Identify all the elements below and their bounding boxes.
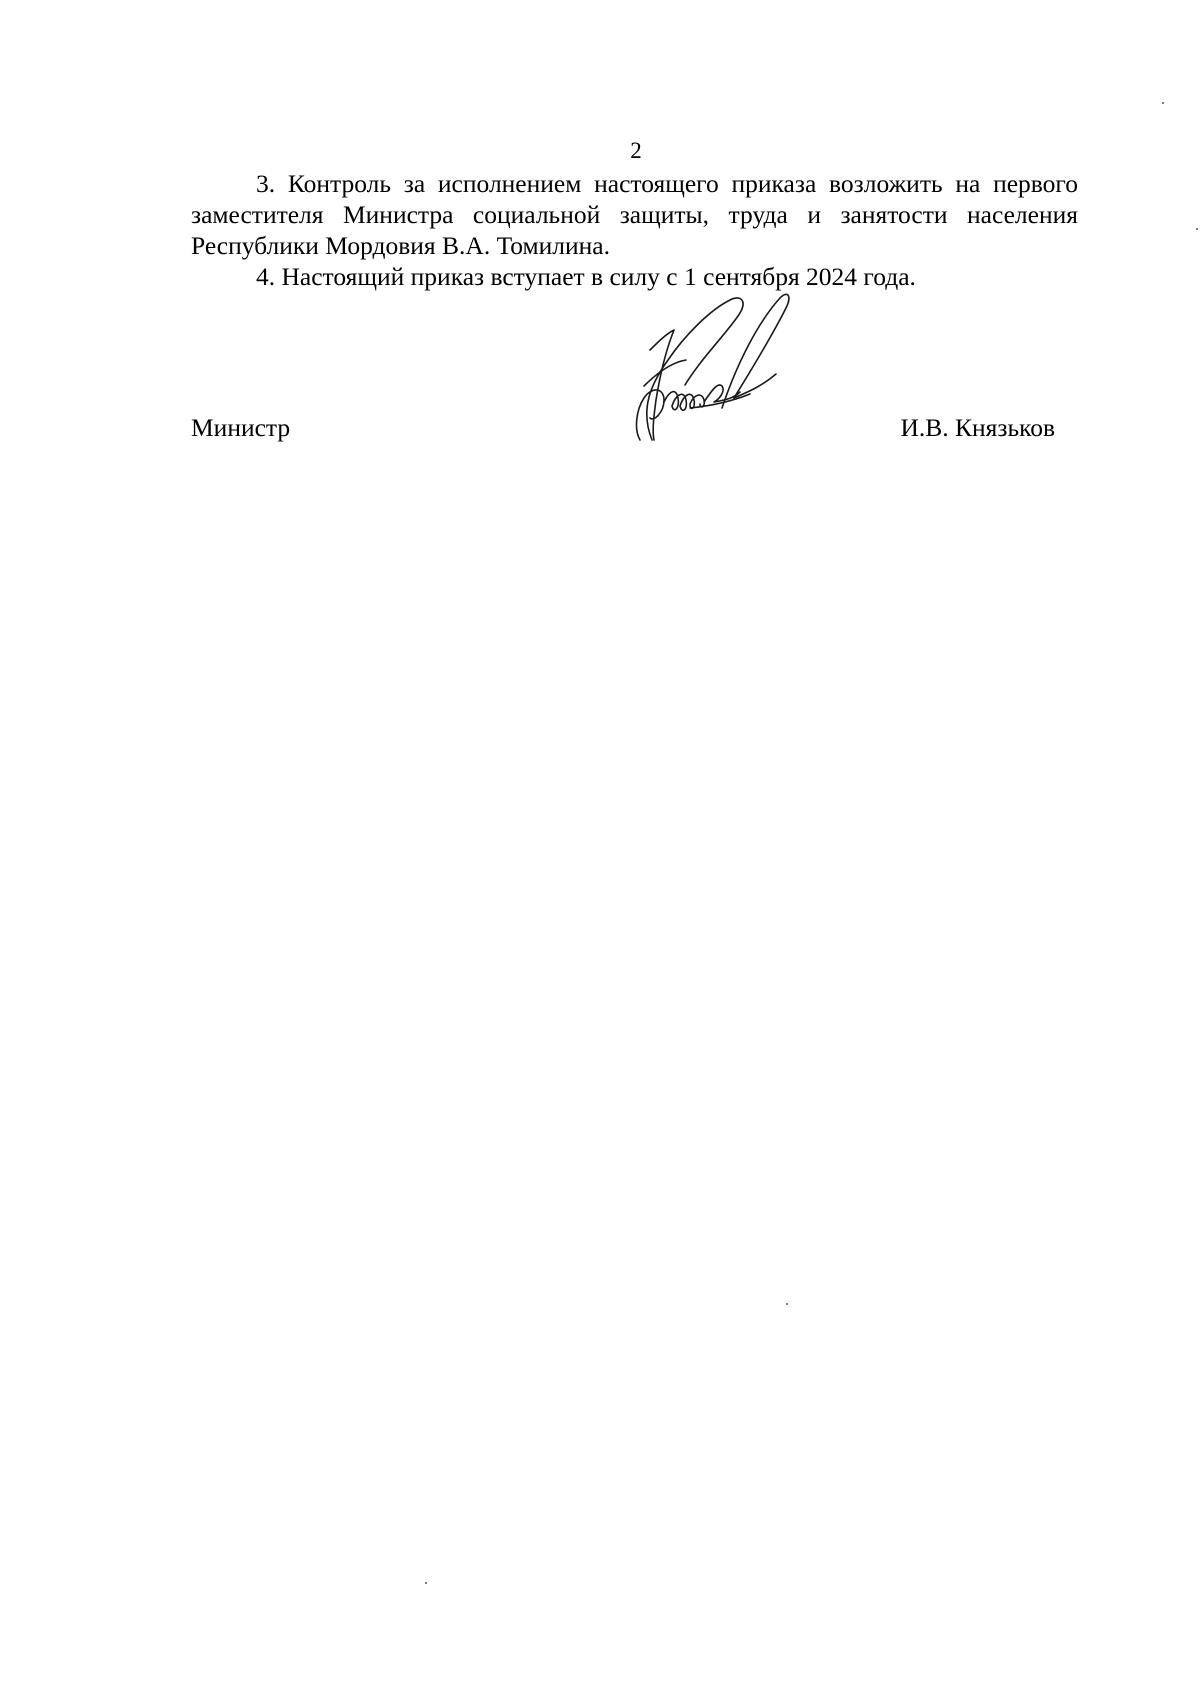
scan-speck	[1162, 102, 1164, 104]
document-body	[191, 168, 1078, 292]
signer-title: Министр	[191, 413, 291, 442]
page-number: 2	[630, 138, 642, 163]
paragraph-effective-date: 4. Настоящий приказ вступает в силу с 1 сентября 2024 года.	[256, 262, 916, 291]
paragraph-control: 3. Контроль за исполнением настоящего приказа возложить на первого заместителя Министра социальной защиты, труда и занятости населения Республики Мордовия В.А. Томилина.	[191, 169, 1078, 260]
scan-speck	[1196, 228, 1198, 230]
scan-speck	[425, 1582, 427, 1584]
scan-speck	[786, 1303, 788, 1305]
signer-name: И.В. Князьков	[900, 413, 1055, 442]
signature-block	[191, 408, 1055, 448]
